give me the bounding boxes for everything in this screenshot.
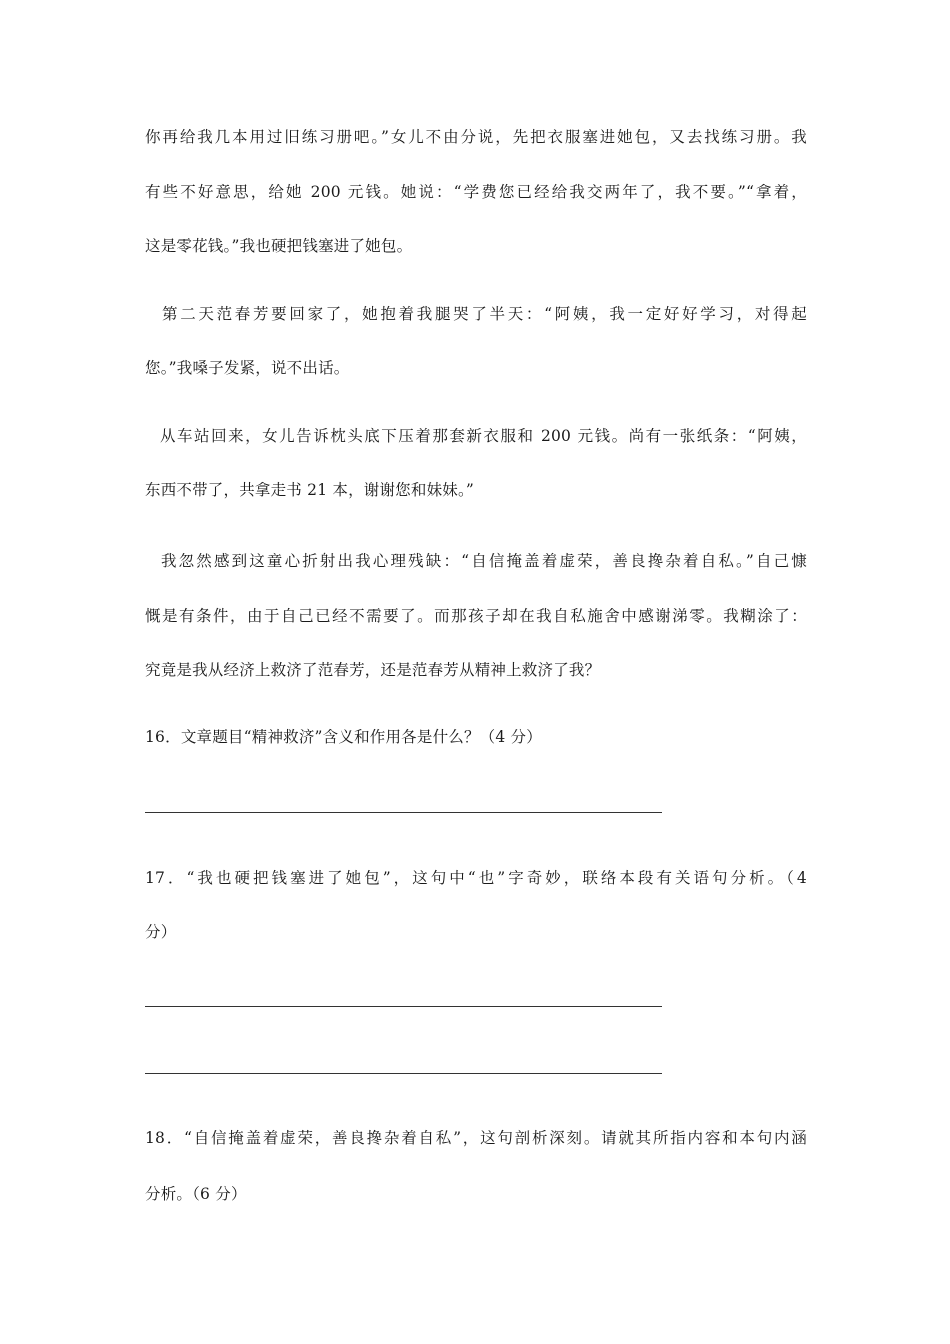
passage-line: 有些不好意思，给她 200 元钱。她说：“学费您已经给我交两年了，我不要。”“拿着，: [145, 183, 807, 201]
question-18: 18．“自信掩盖着虚荣，善良搀杂着自私”，这句剖析深刻。请就其所指内容和本句内涵: [145, 1129, 807, 1147]
question-16: 16．文章题目“精神救济”含义和作用各是什么？（4 分）: [145, 728, 542, 746]
passage-line: 我忽然感到这童心折射出我心理残缺：“自信掩盖着虚荣，善良搀杂着自私。”自己慷: [161, 552, 807, 570]
passage-line: 东西不带了，共拿走书 21 本，谢谢您和妹妹。”: [145, 481, 475, 499]
passage-line: 慨是有条件，由于自己已经不需要了。而那孩子却在我自私施舍中感谢涕零。我糊涂了：: [145, 607, 807, 625]
question-18-continued: 分析。（6 分）: [145, 1185, 247, 1203]
passage-line: 究竟是我从经济上救济了范春芳，还是范春芳从精神上救济了我？: [145, 661, 601, 679]
answer-line-16[interactable]: [145, 812, 662, 813]
question-17: 17．“我也硬把钱塞进了她包”，这句中“也”字奇妙，联络本段有关语句分析。（4: [145, 869, 807, 887]
answer-line-17b[interactable]: [145, 1073, 662, 1074]
passage-line: 从车站回来，女儿告诉枕头底下压着那套新衣服和 200 元钱。尚有一张纸条：“阿姨，: [160, 427, 807, 445]
question-17-continued: 分）: [145, 923, 177, 941]
answer-line-17a[interactable]: [145, 1006, 662, 1007]
passage-line: 你再给我几本用过旧练习册吧。”女儿不由分说，先把衣服塞进她包，又去找练习册。我: [145, 128, 807, 146]
passage-line: 这是零花钱。”我也硬把钱塞进了她包。: [145, 237, 413, 255]
passage-line: 第二天范春芳要回家了，她抱着我腿哭了半天：“阿姨，我一定好好学习，对得起: [162, 305, 807, 323]
passage-line: 您。”我嗓子发紧，说不出话。: [145, 359, 350, 377]
